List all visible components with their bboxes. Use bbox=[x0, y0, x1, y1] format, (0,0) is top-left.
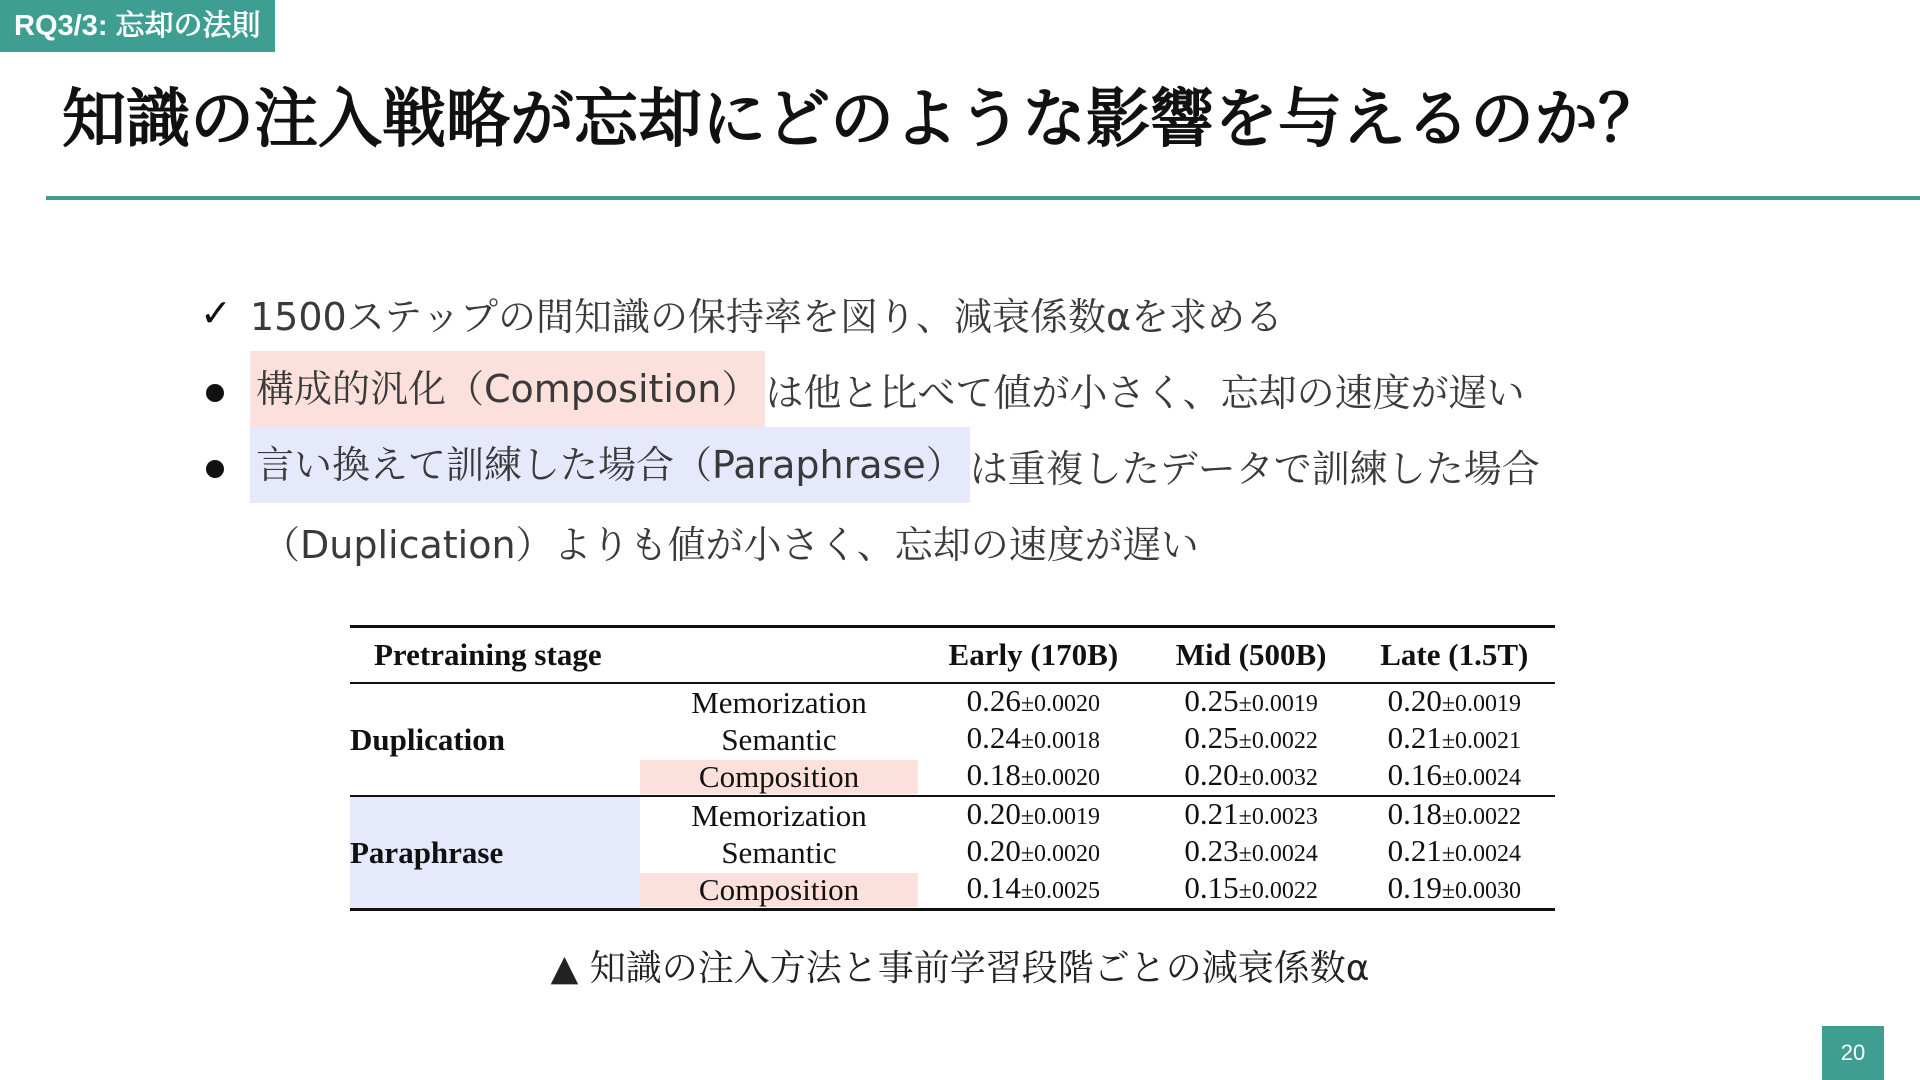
value-cell: 0.20±0.0020 bbox=[966, 833, 1101, 868]
highlight-composition: 構成的汎化（Composition） bbox=[250, 351, 765, 427]
bullet-item bbox=[200, 427, 1760, 503]
value-cell: 0.18±0.0022 bbox=[1387, 796, 1521, 831]
composition-highlight: Composition bbox=[640, 760, 918, 794]
bullet-text: （Duplication）よりも値が小さく、忘却の速度が遅い bbox=[262, 522, 1199, 567]
value-cell: 0.23±0.0024 bbox=[1184, 833, 1318, 868]
title-divider bbox=[46, 196, 1920, 200]
bullet-text: 1500ステップの間知識の保持率を図り、減衰係数αを求める bbox=[250, 294, 1283, 339]
bullet-text: は重複したデータで訓練した場合 bbox=[969, 446, 1540, 491]
value-cell: 0.25±0.0022 bbox=[1184, 720, 1318, 755]
table-caption: ▲ 知識の注入方法と事前学習段階ごとの減衰係数α bbox=[550, 948, 1370, 989]
metric-label: Memorization bbox=[691, 684, 867, 720]
value-cell: 0.21±0.0021 bbox=[1387, 720, 1521, 755]
value-cell: 0.15±0.0022 bbox=[1184, 870, 1318, 905]
bullet-dot-icon bbox=[200, 367, 250, 411]
value-cell: 0.20±0.0019 bbox=[1387, 683, 1521, 718]
check-icon: ✓ bbox=[200, 291, 232, 335]
metric-label bbox=[640, 871, 918, 910]
highlight-paraphrase: 言い換えて訓練した場合（Paraphrase） bbox=[250, 427, 970, 503]
table-row bbox=[350, 796, 1555, 834]
value-cell: 0.25±0.0019 bbox=[1184, 683, 1318, 718]
section-tag: RQ3/3: 忘却の法則 bbox=[0, 0, 275, 52]
results-table bbox=[350, 625, 1555, 911]
header-early: Early (170B) bbox=[948, 637, 1119, 672]
header-stage: Pretraining stage bbox=[374, 637, 602, 672]
metric-label bbox=[640, 758, 918, 796]
header-late: Late (1.5T) bbox=[1380, 637, 1529, 672]
value-cell: 0.19±0.0030 bbox=[1387, 870, 1521, 905]
header-mid: Mid (500B) bbox=[1175, 637, 1327, 672]
value-cell: 0.18±0.0020 bbox=[966, 757, 1101, 792]
group-paraphrase: Paraphrase bbox=[350, 796, 640, 910]
value-cell: 0.16±0.0024 bbox=[1387, 757, 1521, 792]
metric-label: Semantic bbox=[721, 721, 837, 757]
metric-label: Memorization bbox=[691, 797, 867, 833]
value-cell: 0.26±0.0020 bbox=[966, 683, 1101, 718]
composition-highlight: Composition bbox=[640, 873, 918, 907]
metric-label: Semantic bbox=[721, 834, 837, 870]
value-cell: 0.20±0.0032 bbox=[1184, 757, 1318, 792]
bullet-item bbox=[200, 351, 1760, 427]
value-cell: 0.21±0.0024 bbox=[1387, 833, 1521, 868]
value-cell: 0.24±0.0018 bbox=[966, 720, 1101, 755]
group-duplication: Duplication bbox=[350, 721, 506, 757]
value-cell: 0.20±0.0019 bbox=[966, 796, 1101, 831]
page-title: 知識の注入戦略が忘却にどのような影響を与えるのか？ bbox=[62, 83, 1662, 157]
value-cell: 0.14±0.0025 bbox=[966, 870, 1101, 905]
bullet-continuation bbox=[200, 503, 1760, 579]
table-row bbox=[350, 683, 1555, 721]
bullet-item bbox=[200, 275, 1760, 351]
bullet-text: は他と比べて値が小さく、忘却の速度が遅い bbox=[765, 370, 1525, 415]
table-header-row bbox=[350, 627, 1555, 684]
bullet-dot-icon bbox=[200, 443, 250, 487]
value-cell: 0.21±0.0023 bbox=[1184, 796, 1318, 831]
bullet-list bbox=[200, 275, 1760, 579]
page-number: 20 bbox=[1822, 1026, 1884, 1080]
